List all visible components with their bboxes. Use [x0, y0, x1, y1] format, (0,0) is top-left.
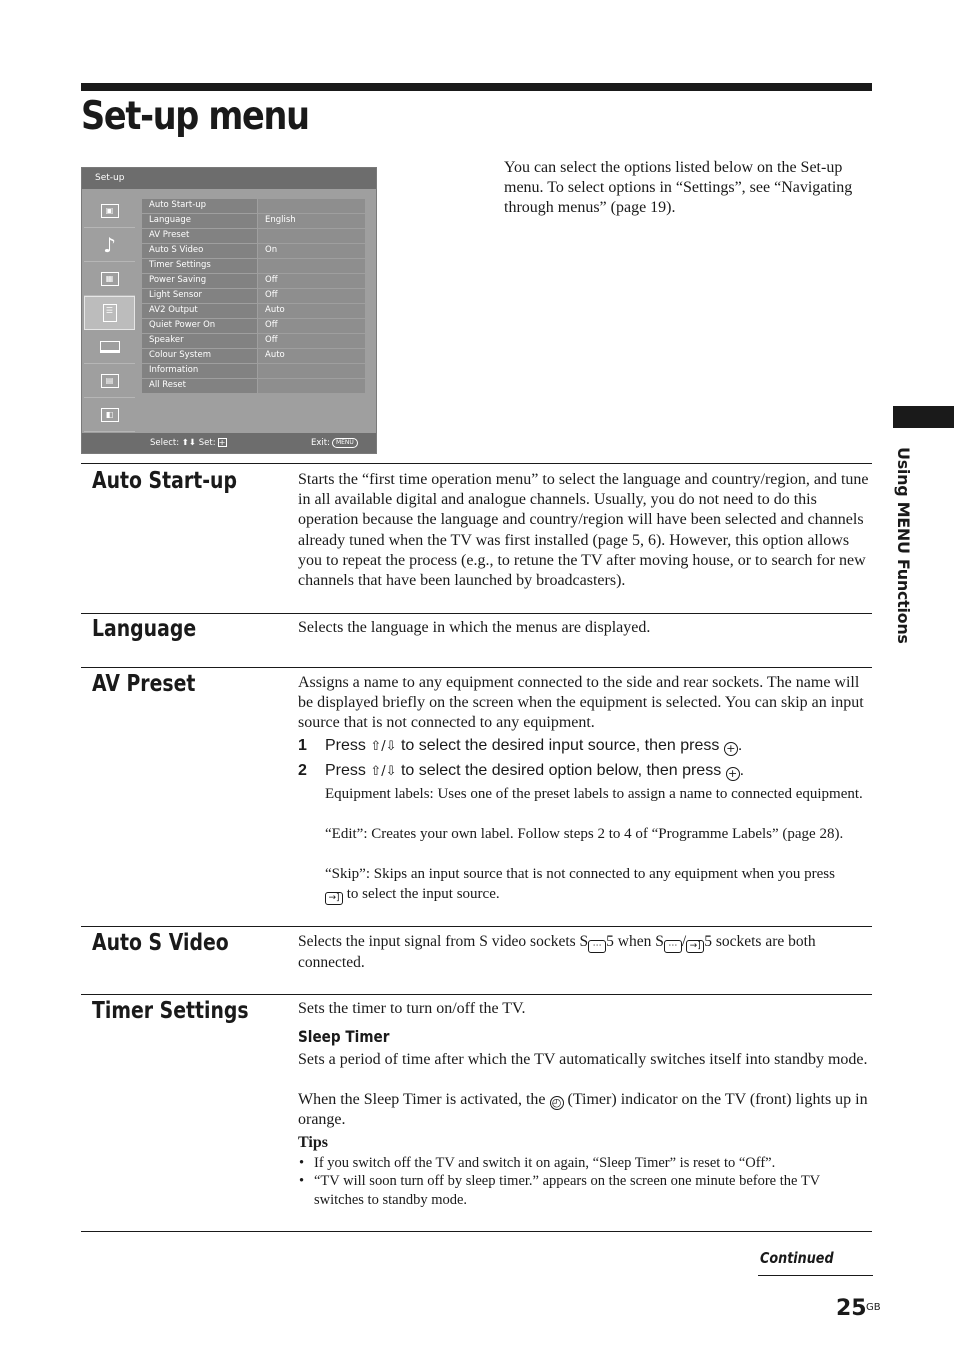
menu-row: Quiet Power On Off: [142, 319, 365, 334]
menu-rows: [142, 199, 365, 394]
s-video-socket-icon: ⋯: [664, 940, 682, 953]
enter-button-icon: +: [726, 767, 740, 781]
continued-rule: [758, 1275, 873, 1276]
section-body-language: Selects the language in which the menus are displayed.: [298, 619, 651, 636]
side-tab-marker: [893, 406, 954, 428]
menu-row: Timer Settings: [142, 259, 365, 274]
section-body-timer-settings: Sets the timer to turn on/off the TV.: [298, 1000, 526, 1017]
menu-row: Auto Start-up: [142, 199, 365, 214]
option-edit: “Edit”: Creates your own label. Follow steps 2 to 4 of “Programme Labels” (page 28).: [325, 826, 844, 842]
section-divider: [81, 463, 872, 464]
menu-key-icon: MENU: [332, 438, 358, 448]
section-divider: [81, 1231, 872, 1232]
timer-indicator-icon: ◴: [550, 1096, 564, 1110]
section-title-timer-settings: Timer Settings: [92, 998, 249, 1024]
setup-menu-screenshot: [81, 167, 377, 454]
option-equipment-labels: Equipment labels: Uses one of the preset labels to assign a name to connected equipment.: [325, 786, 863, 802]
enter-button-icon: +: [724, 742, 738, 756]
tip-item: • If you switch off the TV and switch it on again, “Sleep Timer” is reset to “Off”.: [299, 1155, 776, 1171]
picture-icon: ▣: [84, 194, 135, 228]
section-body-av-preset: Assigns a name to any equipment connected to the side and rear sockets. The name will be displayed briefly on the screen when the equipment is selected. You can skip an input source that is not connected to any equipment.: [298, 674, 864, 732]
section-body-auto-startup: Starts the “first time operation menu” to select the language and country/region, and tune in all available digital and analogue channels. Usually, you do not need to do this operation because the language and country/region will have been selected and channels already tuned when the TV was first installed (page 5, 6). However, this option allows you to repeat the process (e.g., to retune the TV after moving house, or to search for new channels that have been launched by broadcasters).: [298, 471, 869, 590]
sleep-timer-body-2: When the Sleep Timer is activated, the ◴ (Timer) indicator on the TV (front) lights up in orange.: [298, 1091, 868, 1129]
menu-row: Language English: [142, 214, 365, 229]
menu-row: AV Preset: [142, 229, 365, 244]
page-title: Set-up menu: [81, 94, 309, 139]
s-video-socket-icon: ⋯: [588, 940, 606, 953]
menu-row: Auto S Video On: [142, 244, 365, 259]
menu-row: Information: [142, 364, 365, 379]
page-number: 25: [836, 1296, 867, 1321]
sleep-timer-body: Sets a period of time after which the TV automatically switches itself into standby mode.: [298, 1051, 868, 1068]
section-title-auto-s-video: Auto S Video: [92, 930, 229, 956]
analogue-setup-icon: ▤: [84, 364, 135, 398]
input-select-icon: →]: [325, 892, 343, 905]
menu-header: Set-up: [82, 168, 376, 189]
menu-row: AV2 Output Auto: [142, 304, 365, 319]
sound-icon: ♪: [84, 228, 135, 262]
tips-heading: Tips: [298, 1134, 328, 1151]
pc-settings-icon: [84, 330, 135, 364]
menu-row: Colour System Auto: [142, 349, 365, 364]
menu-row: Power Saving Off: [142, 274, 365, 289]
screen-icon: ▦: [84, 262, 135, 296]
video-input-icon: →]: [686, 940, 704, 953]
step-1: 1 Press ⇧/⇩ to select the desired input source, then press + .: [298, 737, 743, 755]
page-suffix: GB: [866, 1302, 881, 1313]
menu-row: All Reset: [142, 379, 365, 394]
menu-footer: [82, 433, 376, 453]
continued-label: Continued: [760, 1249, 834, 1267]
top-rule: [81, 83, 872, 91]
section-divider: [81, 667, 872, 668]
menu-row: Speaker Off: [142, 334, 365, 349]
intro-text: You can select the options listed below on the Set-up menu. To select options in “Settings”, see “Navigating through menus” (page 19).: [504, 159, 853, 216]
side-tab-label: Using MENU Functions: [894, 447, 913, 644]
menu-row: Light Sensor Off: [142, 289, 365, 304]
digital-setup-icon: ◧: [84, 398, 135, 432]
setup-icon: ☰: [84, 296, 135, 330]
section-title-language: Language: [92, 616, 197, 642]
menu-footer-exit: Exit: MENU: [311, 433, 358, 453]
section-title-auto-startup: Auto Start-up: [92, 468, 237, 494]
section-divider: [81, 994, 872, 995]
enter-key-icon: +: [218, 438, 226, 447]
option-skip: “Skip”: Skips an input source that is not connected to any equipment when you press →] to select the input source.: [325, 866, 835, 903]
tip-item: • “TV will soon turn off by sleep timer.” appears on the screen one minute before the TV switches to standby mode.: [299, 1173, 820, 1208]
section-divider: [81, 926, 872, 927]
section-body-auto-s-video: Selects the input signal from S video sockets S ⋯ 5 when S ⋯ / →] 5 sockets are both connected.: [298, 933, 816, 971]
up-down-arrow-icon: ⇧/⇩: [370, 739, 397, 754]
sleep-timer-heading: Sleep Timer: [298, 1027, 390, 1046]
menu-icon-column: [84, 194, 135, 432]
section-divider: [81, 613, 872, 614]
up-down-arrow-icon: ⬆⬇: [181, 438, 197, 448]
step-2: 2 Press ⇧/⇩ to select the desired option below, then press + .: [298, 762, 745, 780]
menu-footer-select: Select: ⬆⬇ Set: +: [150, 438, 226, 448]
section-title-av-preset: AV Preset: [92, 671, 196, 697]
up-down-arrow-icon: ⇧/⇩: [370, 764, 397, 779]
